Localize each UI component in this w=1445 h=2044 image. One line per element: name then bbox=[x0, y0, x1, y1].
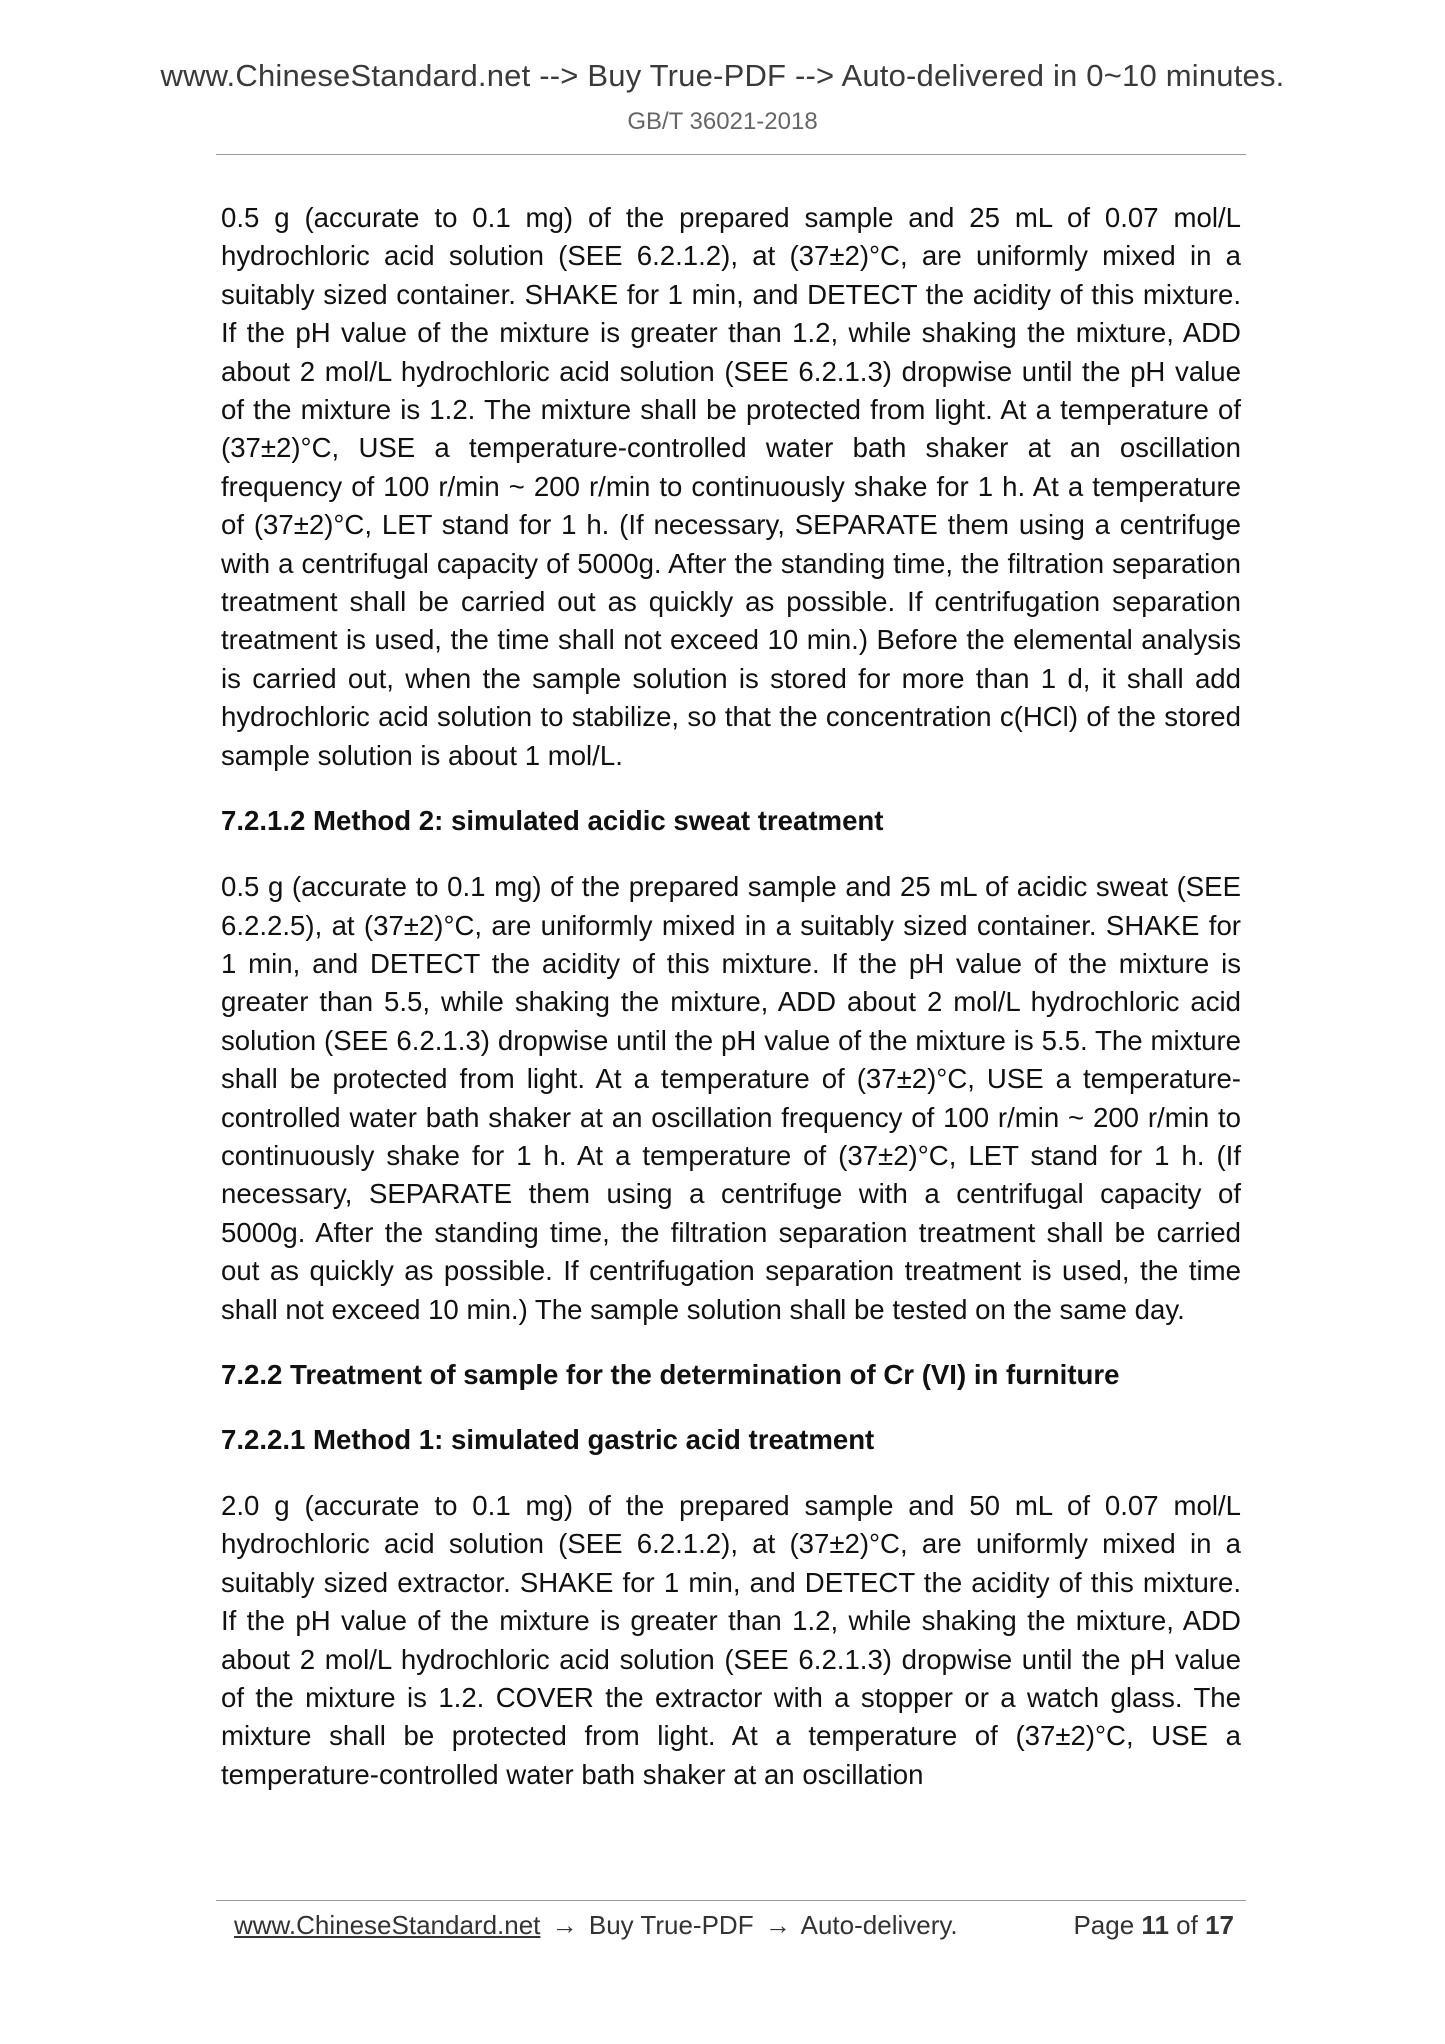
arrow-right-icon: → bbox=[764, 1910, 791, 1940]
arrow-right-icon: → bbox=[551, 1910, 578, 1940]
standard-code: GB/T 36021-2018 bbox=[627, 108, 818, 135]
paragraph-cr-vi-gastric-treatment: 2.0 g (accurate to 0.1 mg) of the prepared sample and 50 mL of 0.07 mol/L hydrochloric acid solution (SEE 6.2.1.2), at (37±2)°C, are uniformly mixed in a suitably sized extractor. SHAKE for 1 min, and DETECT the acidity of this mixture. If the pH value of the mixture is greater than 1.2, while shaking the mixture, ADD about 2 mol/L hydrochloric acid solution (SEE 6.2.1.3) dropwise until the pH value of the mixture is 1.2. COVER the extractor with a stopper or a watch glass. The mixture shall be protected from light. At a temperature of (37±2)°C, USE a temperature-controlled water bath shaker at an oscillation bbox=[221, 1489, 1241, 1790]
paragraph-acidic-sweat-treatment: 0.5 g (accurate to 0.1 mg) of the prepared sample and 25 mL of acidic sweat (SEE 6.2.2.5), at (37±2)°C, are uniformly mixed in a suitably sized container. SHAKE for 1 min, and DETECT the acidity of this mixture. If the pH value of the mixture is greater than 5.5, while shaking the mixture, ADD about 2 mol/L hydrochloric acid solution (SEE 6.2.1.3) dropwise until the pH value of the mixture is 5.5. The mixture shall be protected from light. At a temperature of (37±2)°C, USE a temperature-controlled water bath shaker at an oscillation frequency of 100 r/min ~ 200 r/min to continuously shake for 1 h. At a temperature of (37±2)°C, LET stand for 1 h. (If necessary, SEPARATE them using a centrifuge with a centrifugal capacity of 5000g. After the standing time, the filtration separation treatment shall be carried out as quickly as possible. If centrifugation separation treatment is used, the time shall not exceed 10 min.) The sample solution shall be tested on the same day. bbox=[221, 871, 1241, 1325]
footer-website-link[interactable]: www.ChineseStandard.net bbox=[234, 1910, 541, 1940]
page-current: 11 bbox=[1141, 1910, 1169, 1940]
footer-delivery-text: Auto-delivery. bbox=[800, 1910, 958, 1940]
footer-divider bbox=[216, 1900, 1246, 1901]
page-footer bbox=[234, 1910, 1234, 1941]
page-label: Page bbox=[1073, 1910, 1135, 1940]
paragraph-gastric-acid-treatment: 0.5 g (accurate to 0.1 mg) of the prepared sample and 25 mL of 0.07 mol/L hydrochloric acid solution (SEE 6.2.1.2), at (37±2)°C, are uniformly mixed in a suitably sized container. SHAKE for 1 min, and DETECT the acidity of this mixture. If the pH value of the mixture is greater than 1.2, while shaking the mixture, ADD about 2 mol/L hydrochloric acid solution (SEE 6.2.1.3) dropwise until the pH value of the mixture is 1.2. The mixture shall be protected from light. At a temperature of (37±2)°C, USE a temperature-controlled water bath shaker at an oscillation frequency of 100 r/min ~ 200 r/min to continuously shake for 1 h. At a temperature of (37±2)°C, LET stand for 1 h. (If necessary, SEPARATE them using a centrifuge with a centrifugal capacity of 5000g. After the standing time, the filtration separation treatment shall be carried out as quickly as possible. If centrifugation separation treatment is used, the time shall not exceed 10 min.) Before the elemental analysis is carried out, when the sample solution is stored for more than 1 d, it shall add hydrochloric acid solution to stabilize, so that the concentration c(HCl) of the stored sample solution is about 1 mol/L. bbox=[221, 202, 1241, 771]
header-divider bbox=[216, 154, 1246, 155]
page-indicator bbox=[1073, 1910, 1234, 1941]
page-of-label: of bbox=[1176, 1910, 1198, 1940]
footer-buy-text: Buy True-PDF bbox=[588, 1910, 754, 1940]
section-heading-7-2-2-1: 7.2.2.1 Method 1: simulated gastric acid treatment bbox=[221, 1423, 875, 1455]
section-heading-7-2-2: 7.2.2 Treatment of sample for the determination of Cr (VI) in furniture bbox=[221, 1358, 1120, 1390]
header-title: www.ChineseStandard.net --> Buy True-PDF --> Auto-delivered in 0~10 minutes. bbox=[160, 58, 1285, 93]
section-heading-7-2-1-2: 7.2.1.2 Method 2: simulated acidic sweat treatment bbox=[221, 805, 884, 837]
document-body bbox=[221, 199, 1241, 1794]
page-total: 17 bbox=[1205, 1910, 1234, 1940]
